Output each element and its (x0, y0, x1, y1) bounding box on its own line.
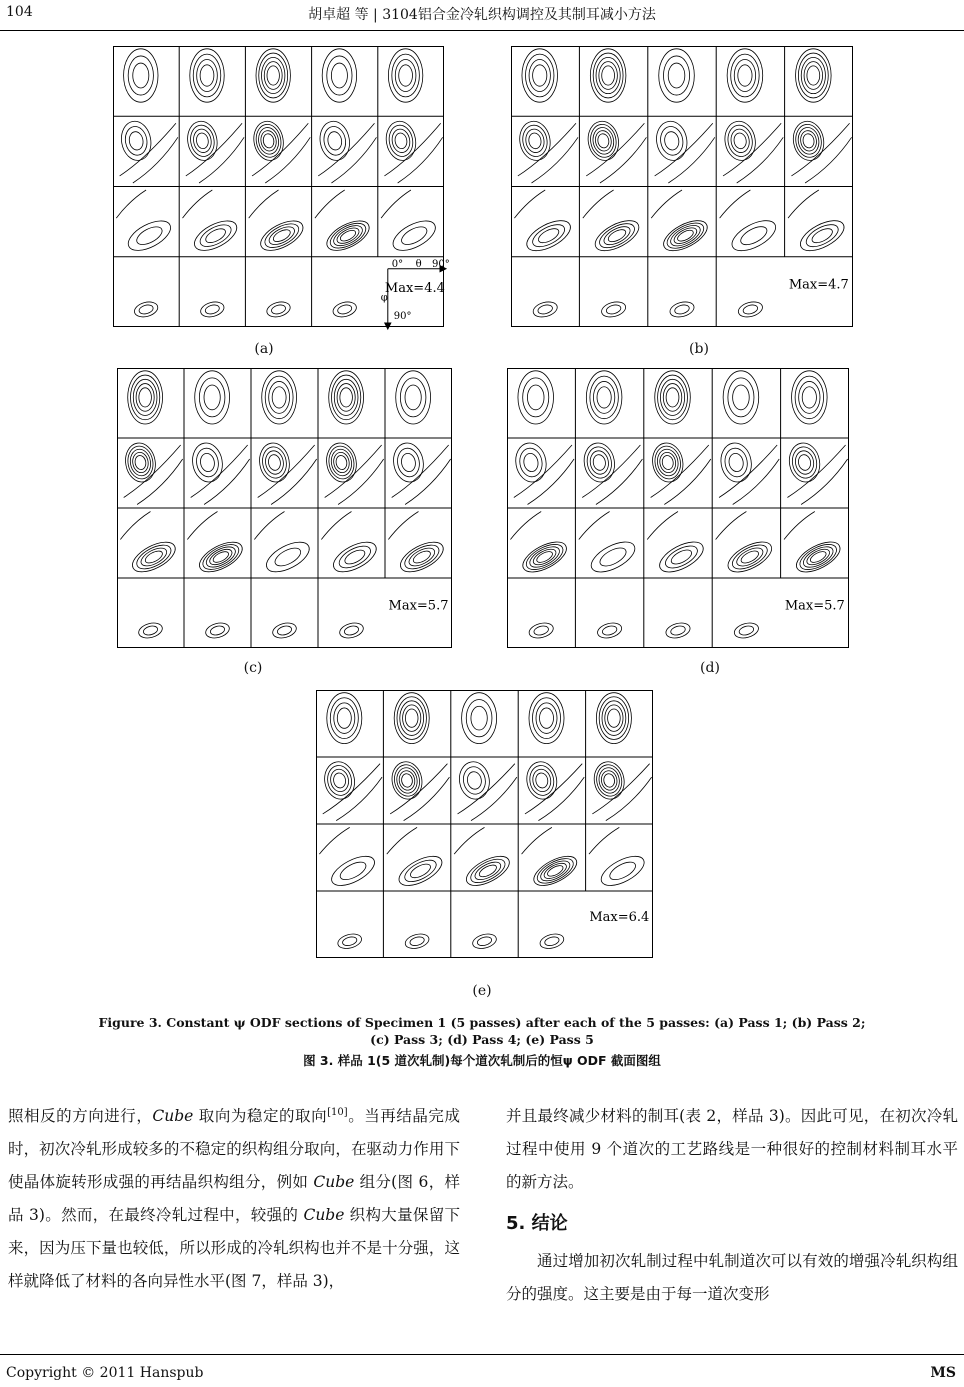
figure-caption-zh: 图 3. 样品 1(5 道次轧制)每个道次轧制后的恒ψ ODF 截面图组 (303, 1053, 661, 1068)
panel-label-b: (b) (689, 341, 709, 357)
max-intensity-label: Max=5.7 (784, 598, 845, 614)
odf-panel-d (507, 368, 849, 648)
odf-grid (117, 368, 452, 648)
journal-abbrev: MS (930, 1365, 956, 1381)
max-intensity-label: Max=6.4 (589, 910, 650, 926)
axis-label: φ (380, 292, 388, 304)
odf-grid (316, 690, 653, 958)
page-footer (0, 1354, 964, 1387)
max-intensity-label: Max=4.7 (788, 277, 849, 293)
section-title-conclusion: 5. 结论 (506, 1213, 568, 1234)
axis-label: 0° (391, 258, 404, 270)
panel-label-e: (e) (472, 983, 492, 999)
paragraph-right-1: 并且最终减少材料的制耳(表 2，样品 3)。因此可见，在初次冷轧过程中使用 9 个道次的工艺路线是一种很好的控制材料制耳水平的新方法。 (506, 1107, 958, 1191)
copyright: Copyright © 2011 Hanspub (6, 1365, 204, 1381)
odf-panel-e (316, 690, 653, 958)
running-header (0, 0, 964, 31)
odf-grid (113, 46, 450, 327)
paragraph-left: 照相反的方向进行，Cube 取向为稳定的取向[10]。当再结晶完成时，初次冷轧形成较多的不稳定的织构组分取向，在驱动力作用下使晶体旋转形成强的再结晶织构组分，例如 Cube 组分(图 6，样品 3)。然而，在最终冷轧过程中，较强的 Cube 织构大量保留下来，因为压下量也较低，所以形成的冷轧织构也并不是十分强，这样就降低了材料的各向异性水平(图 7，样品 3)， (8, 1106, 461, 1290)
axis-label: 90° (432, 258, 450, 270)
axis-label: θ (415, 258, 422, 270)
running-title: 胡卓超 等 | 3104铝合金冷轧织构调控及其制耳减小方法 (308, 7, 656, 23)
page-number: 104 (6, 4, 33, 20)
figure-caption-en: Figure 3. Constant ψ ODF sections of Specimen 1 (5 passes) after each of the 5 passes: (a) Pass 1; (b) Pass 2; (c) Pass 3; (d) Pass 4; (e) Pass 5 (98, 1015, 866, 1047)
odf-panel-b (511, 46, 853, 327)
max-intensity-label: Max=5.7 (388, 598, 449, 614)
panel-label-a: (a) (254, 341, 274, 357)
odf-grid (507, 368, 849, 648)
paragraph-right-2: 通过增加初次轧制过程中轧制道次可以有效的增强冷轧织构组分的强度。这主要是由于每一道次变形 (506, 1252, 958, 1303)
body-column-left (8, 1100, 460, 1298)
odf-grid (511, 46, 853, 327)
panel-label-c: (c) (243, 660, 263, 676)
odf-panel-c (117, 368, 452, 648)
odf-panel-a (113, 46, 450, 327)
panel-label-d: (d) (700, 660, 720, 676)
max-intensity-label: Max=4.4 (384, 280, 445, 296)
axis-label: 90° (393, 311, 412, 322)
body-column-right (506, 1100, 958, 1311)
